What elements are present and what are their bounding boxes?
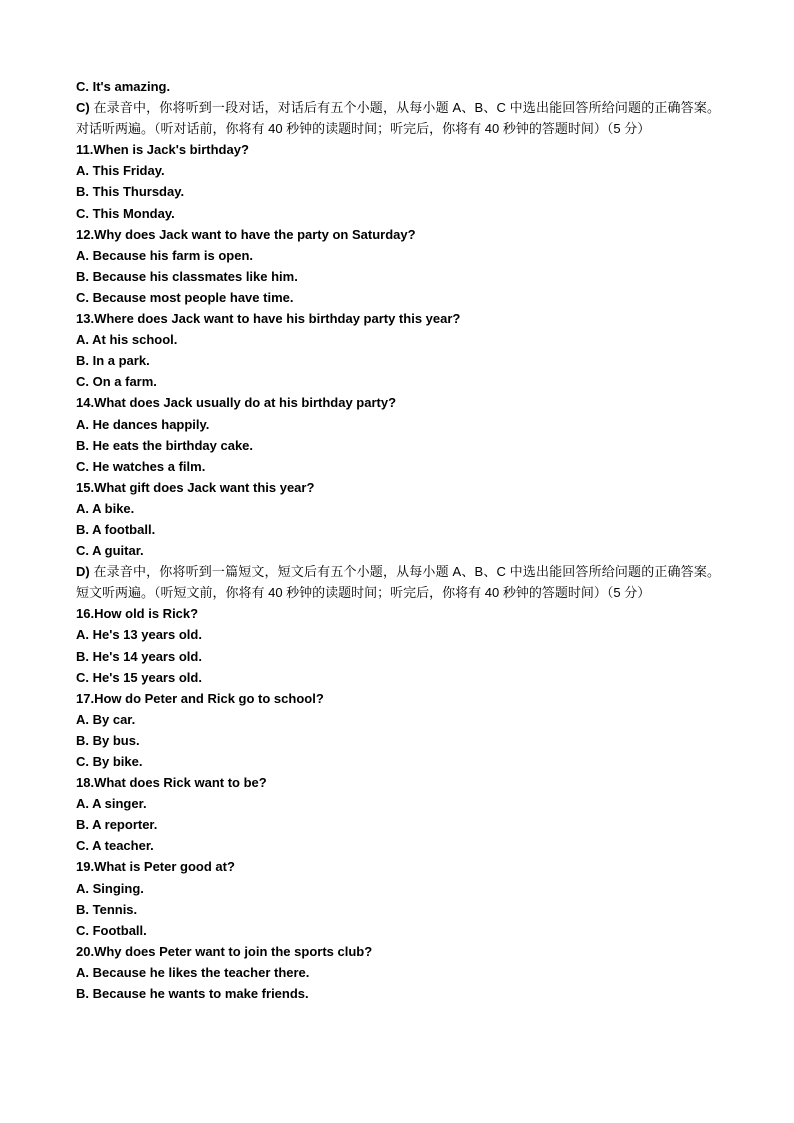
option-c: C. He watches a film. <box>76 458 206 474</box>
question-block <box>76 139 720 223</box>
question-text: 19.What is Peter good at? <box>76 859 235 875</box>
option-a: A. Because his farm is open. <box>76 247 254 263</box>
option-c: C. On a farm. <box>76 374 157 390</box>
option-a: A. By car. <box>76 711 136 727</box>
option-c: C. Football. <box>76 922 147 938</box>
question-text: 17.How do Peter and Rick go to school? <box>76 690 324 706</box>
section-c-instruction <box>76 97 720 139</box>
option-a: A. Singing. <box>76 880 144 896</box>
question-block <box>76 477 720 561</box>
option-a: A. He dances happily. <box>76 416 210 432</box>
section-label: C) <box>76 100 90 116</box>
question-block <box>76 308 720 392</box>
question-text: 13.Where does Jack want to have his birthday party this year? <box>76 311 461 327</box>
question-text: 16.How old is Rick? <box>76 606 199 622</box>
option-prev: C. It's amazing. <box>76 79 171 94</box>
option-a: A. At his school. <box>76 332 178 348</box>
option-c: C. A guitar. <box>76 543 144 559</box>
option-b: B. He's 14 years old. <box>76 648 202 664</box>
option-b: B. Because he wants to make friends. <box>76 986 309 1002</box>
option-a: A. He's 13 years old. <box>76 627 202 643</box>
option-a: A. This Friday. <box>76 163 165 179</box>
option-b: B. Because his classmates like him. <box>76 268 298 284</box>
option-b: B. In a park. <box>76 353 150 369</box>
section-d-instruction <box>76 561 720 603</box>
section-label: D) <box>76 564 90 580</box>
option-b: B. Tennis. <box>76 901 138 917</box>
question-block <box>76 224 720 308</box>
option-c: C. By bike. <box>76 754 143 769</box>
exam-page <box>76 76 720 1004</box>
question-text: 14.What does Jack usually do at his birthday party? <box>76 395 397 411</box>
option-c: C. He's 15 years old. <box>76 669 202 685</box>
question-block <box>76 603 720 687</box>
option-c: C. A teacher. <box>76 838 154 854</box>
question-text: 11.When is Jack's birthday? <box>76 142 249 158</box>
question-block <box>76 941 720 1004</box>
question-block <box>76 772 720 856</box>
option-a: A. A bike. <box>76 500 135 516</box>
instruction-text: 在录音中，你将听到一篇短文，短文后有五个小题，从每小题 A、B、C 中选出能回答所给问题的正确答案。短文听两遍。（听短文前，你将有 40 秒钟的读题时间；听完后，你将有 40 秒钟的答题时间）（5 分） <box>76 564 720 601</box>
question-text: 12.Why does Jack want to have the party on Saturday? <box>76 226 416 242</box>
option-b: B. This Thursday. <box>76 184 185 200</box>
option-c: C. Because most people have time. <box>76 289 294 305</box>
option-c: C. This Monday. <box>76 205 175 221</box>
option-b: B. He eats the birthday cake. <box>76 437 254 453</box>
option-a: A. A singer. <box>76 796 147 812</box>
option-b: B. A football. <box>76 521 156 537</box>
question-block <box>76 856 720 940</box>
question-block <box>76 392 720 476</box>
instruction-text: 在录音中，你将听到一段对话，对话后有五个小题，从每小题 A、B、C 中选出能回答所给问题的正确答案。对话听两遍。（听对话前，你将有 40 秒钟的读题时间；听完后，你将有 40 秒钟的答题时间）（5 分） <box>76 100 720 137</box>
question-text: 18.What does Rick want to be? <box>76 775 267 791</box>
question-text: 20.Why does Peter want to join the sports club? <box>76 943 373 959</box>
option-a: A. Because he likes the teacher there. <box>76 964 310 980</box>
option-b: B. A reporter. <box>76 817 158 833</box>
question-text: 15.What gift does Jack want this year? <box>76 479 315 495</box>
option-b: B. By bus. <box>76 732 140 748</box>
question-block <box>76 688 720 772</box>
